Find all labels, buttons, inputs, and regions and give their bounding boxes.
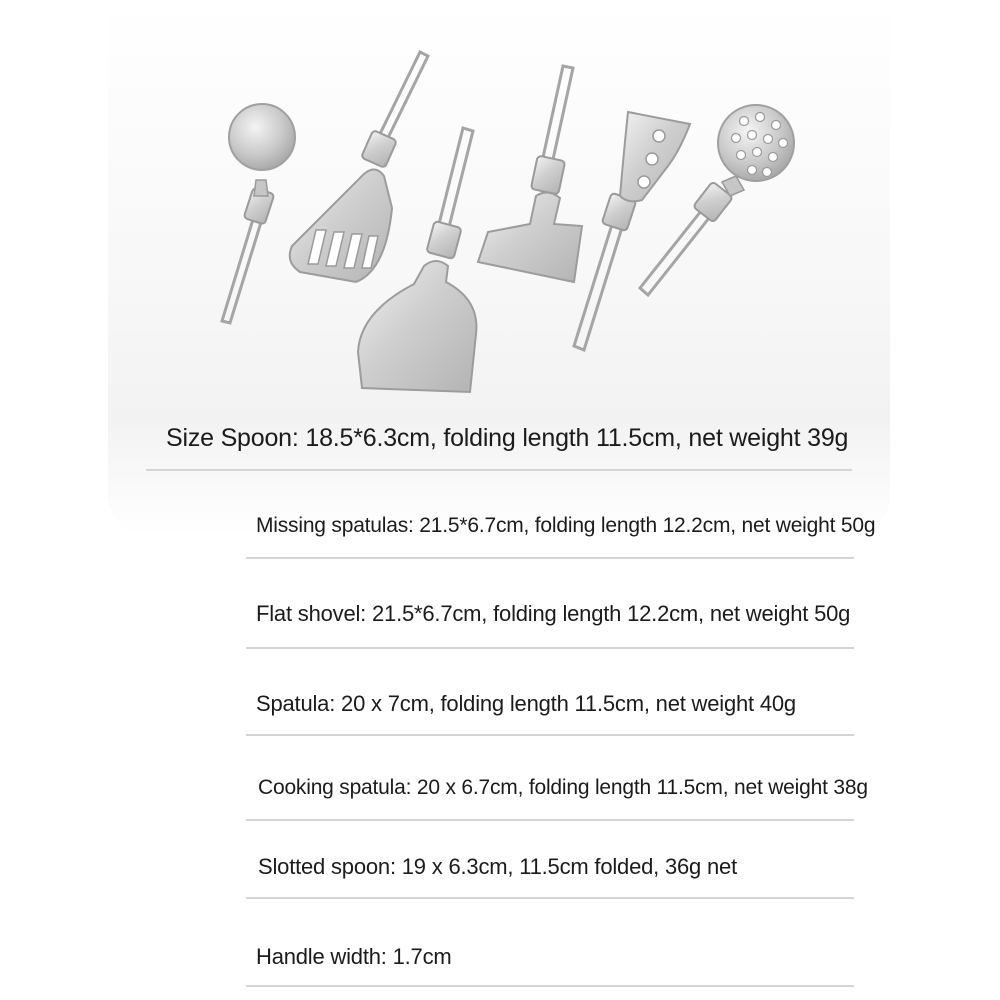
spec-size-spoon: Size Spoon: 18.5*6.3cm, folding length 11.5cm, net weight 39g xyxy=(166,424,849,452)
holed-spatula-icon xyxy=(574,112,690,350)
divider xyxy=(246,985,854,987)
divider xyxy=(246,647,854,649)
divider xyxy=(246,819,854,821)
slotted-spatula-icon xyxy=(290,52,428,282)
divider xyxy=(246,734,854,736)
divider xyxy=(246,897,854,899)
spec-handle-width: Handle width: 1.7cm xyxy=(256,944,452,969)
utensils-photo xyxy=(0,0,1000,420)
spec-spatula: Spatula: 20 x 7cm, folding length 11.5cm, net weight 40g xyxy=(256,691,796,716)
spec-slotted-spoon: Slotted spoon: 19 x 6.3cm, 11.5cm folded, 36g net xyxy=(258,854,737,879)
divider xyxy=(146,469,852,471)
divider xyxy=(246,557,854,559)
cooking-spatula-icon xyxy=(478,66,582,282)
soup-spoon-icon xyxy=(222,104,295,323)
spec-flat-shovel: Flat shovel: 21.5*6.7cm, folding length 12.2cm, net weight 50g xyxy=(256,601,851,626)
spec-cooking-spatula: Cooking spatula: 20 x 6.7cm, folding length 11.5cm, net weight 38g xyxy=(258,776,868,799)
spec-missing-spatulas: Missing spatulas: 21.5*6.7cm, folding length 12.2cm, net weight 50g xyxy=(256,514,876,537)
